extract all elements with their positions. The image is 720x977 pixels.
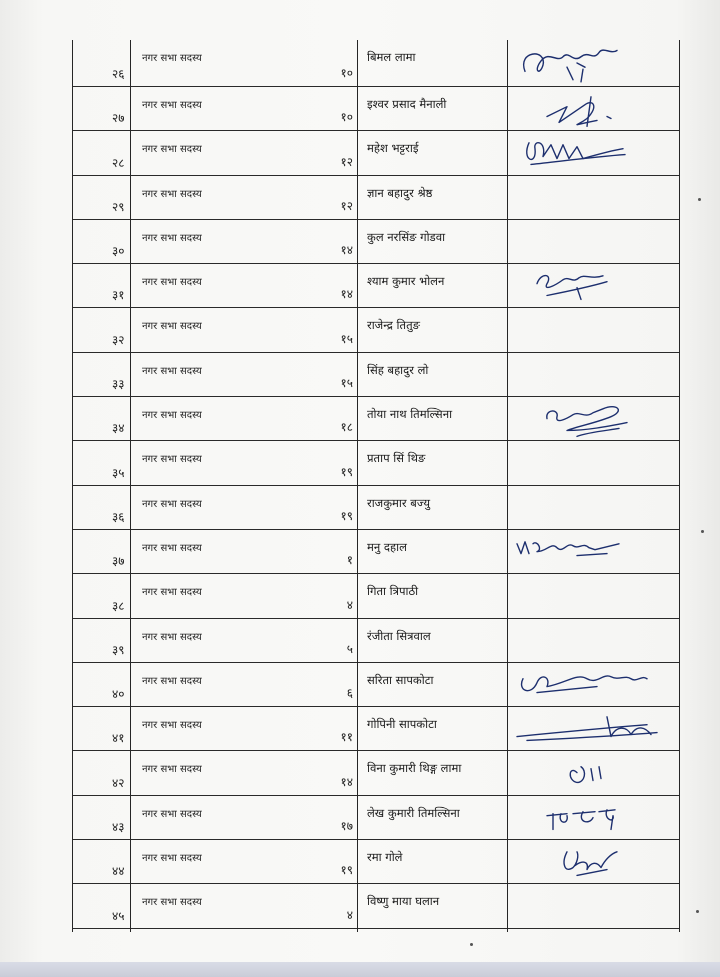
position-label: नगर सभा सदस्य bbox=[142, 53, 202, 64]
table-row bbox=[72, 40, 680, 87]
ward-cell bbox=[280, 264, 357, 308]
handwritten-signature bbox=[507, 796, 680, 839]
position-cell bbox=[130, 840, 280, 884]
member-name-cell bbox=[357, 751, 507, 795]
table-row bbox=[72, 884, 680, 928]
serial-number: ४२ bbox=[112, 775, 125, 790]
ward-number: १२ bbox=[340, 198, 353, 213]
ward-cell bbox=[280, 574, 357, 618]
ward-cell bbox=[280, 441, 357, 485]
paper-speck bbox=[470, 943, 473, 946]
ward-cell bbox=[280, 87, 357, 131]
ward-number: १७ bbox=[340, 819, 353, 834]
position-label: नगर सभा सदस्य bbox=[142, 897, 202, 909]
position-cell bbox=[130, 40, 280, 87]
member-name-cell bbox=[357, 397, 507, 441]
position-label: नगर सभा सदस्य bbox=[142, 232, 202, 244]
member-name-cell bbox=[357, 352, 507, 396]
handwritten-signature bbox=[507, 707, 680, 750]
ward-cell bbox=[280, 485, 357, 529]
ward-number: ४ bbox=[346, 907, 353, 922]
serial-number-cell bbox=[72, 529, 130, 573]
position-cell bbox=[130, 884, 280, 928]
table-row bbox=[72, 662, 680, 706]
position-cell bbox=[130, 175, 280, 219]
ward-cell bbox=[280, 40, 357, 87]
position-cell bbox=[130, 131, 280, 175]
position-label: नगर सभा सदस्य bbox=[142, 764, 202, 776]
column-rule-left bbox=[72, 40, 73, 932]
member-name: राजकुमार बज्यु bbox=[367, 495, 431, 510]
serial-number-cell bbox=[72, 795, 130, 839]
signature-cell bbox=[507, 795, 680, 839]
member-name-cell bbox=[357, 175, 507, 219]
signature-cell bbox=[507, 40, 680, 87]
position-cell bbox=[130, 441, 280, 485]
member-name: मनु दहाल bbox=[367, 539, 407, 554]
member-name: बिमल लामा bbox=[367, 50, 416, 64]
serial-number: ४० bbox=[112, 687, 125, 702]
column-rule-position bbox=[130, 40, 131, 932]
ward-cell bbox=[280, 352, 357, 396]
ward-number: ५ bbox=[346, 641, 353, 656]
table-row bbox=[72, 131, 680, 175]
member-name-cell bbox=[357, 441, 507, 485]
position-label: नगर सभा सदस्य bbox=[142, 277, 202, 289]
member-name-cell bbox=[357, 574, 507, 618]
member-name: ज्ञान बहादुर श्रेष्ठ bbox=[367, 185, 433, 200]
ward-cell bbox=[280, 618, 357, 662]
table-row bbox=[72, 529, 680, 573]
ward-number: १९ bbox=[340, 863, 353, 878]
paper-speck bbox=[701, 530, 704, 533]
member-name-cell bbox=[357, 131, 507, 175]
handwritten-signature bbox=[507, 751, 680, 794]
member-name-cell bbox=[357, 840, 507, 884]
position-cell bbox=[130, 751, 280, 795]
position-cell bbox=[130, 529, 280, 573]
position-label: नगर सभा सदस्य bbox=[142, 144, 202, 156]
serial-number: ३६ bbox=[112, 509, 125, 524]
signature-cell bbox=[507, 840, 680, 884]
serial-number: ३७ bbox=[112, 554, 125, 569]
position-label: नगर सभा सदस्य bbox=[142, 587, 202, 599]
serial-number-cell bbox=[72, 397, 130, 441]
signature-cell bbox=[507, 131, 680, 175]
serial-number-cell bbox=[72, 87, 130, 131]
position-label: नगर सभा सदस्य bbox=[142, 100, 202, 111]
serial-number-cell bbox=[72, 485, 130, 529]
ward-number: ४ bbox=[346, 597, 353, 612]
ward-number: १५ bbox=[340, 331, 353, 346]
ward-number: १९ bbox=[340, 508, 353, 523]
ward-cell bbox=[280, 175, 357, 219]
serial-number-cell bbox=[72, 662, 130, 706]
member-name: रमा गोले bbox=[367, 850, 403, 865]
ward-number: १० bbox=[340, 66, 353, 80]
serial-number: ३४ bbox=[112, 421, 125, 436]
signature-cell bbox=[507, 352, 680, 396]
table-row bbox=[72, 618, 680, 662]
serial-number: ३२ bbox=[112, 332, 125, 347]
member-name-cell bbox=[357, 264, 507, 308]
ward-cell bbox=[280, 219, 357, 263]
serial-number-cell bbox=[72, 751, 130, 795]
ward-cell bbox=[280, 308, 357, 352]
ward-number: १४ bbox=[340, 243, 353, 258]
column-rule-ward bbox=[357, 40, 358, 932]
position-label: नगर सभा सदस्य bbox=[142, 365, 202, 377]
serial-number-cell bbox=[72, 574, 130, 618]
handwritten-signature bbox=[507, 397, 680, 440]
position-cell bbox=[130, 618, 280, 662]
ward-cell bbox=[280, 795, 357, 839]
serial-number: ३३ bbox=[112, 377, 125, 392]
member-name: इश्वर प्रसाद मैनाली bbox=[367, 97, 447, 111]
member-name: रंजीता सित्रवाल bbox=[367, 628, 431, 643]
ward-cell bbox=[280, 751, 357, 795]
position-cell bbox=[130, 219, 280, 263]
member-name-cell bbox=[357, 485, 507, 529]
serial-number: २६ bbox=[112, 67, 125, 81]
position-label: नगर सभा सदस्य bbox=[142, 720, 202, 732]
member-name-cell bbox=[357, 87, 507, 131]
handwritten-signature bbox=[507, 40, 680, 86]
member-name-cell bbox=[357, 707, 507, 751]
position-cell bbox=[130, 485, 280, 529]
signature-cell bbox=[507, 219, 680, 263]
member-name-cell bbox=[357, 40, 507, 87]
member-name: श्याम कुमार भोलन bbox=[367, 274, 445, 289]
member-name: राजेन्द्र तितुङ bbox=[367, 318, 420, 333]
table-row bbox=[72, 485, 680, 529]
serial-number: ३० bbox=[112, 244, 125, 259]
serial-number: ३९ bbox=[112, 642, 125, 657]
handwritten-signature bbox=[507, 663, 680, 706]
member-name: गिता त्रिपाठी bbox=[367, 584, 419, 599]
serial-number: ३१ bbox=[112, 288, 125, 303]
table-row bbox=[72, 308, 680, 352]
serial-number: २७ bbox=[112, 111, 125, 126]
member-name: महेश भट्टराई bbox=[367, 141, 419, 156]
signature-cell bbox=[507, 264, 680, 308]
member-name-cell bbox=[357, 884, 507, 928]
table-row bbox=[72, 264, 680, 308]
serial-number-cell bbox=[72, 264, 130, 308]
signature-cell bbox=[507, 441, 680, 485]
position-cell bbox=[130, 87, 280, 131]
table-row bbox=[72, 441, 680, 485]
signature-cell bbox=[507, 397, 680, 441]
ward-number: १ bbox=[346, 553, 353, 568]
table-row bbox=[72, 87, 680, 131]
signature-cell bbox=[507, 707, 680, 751]
serial-number: २८ bbox=[112, 155, 125, 170]
position-cell bbox=[130, 707, 280, 751]
serial-number-cell bbox=[72, 40, 130, 87]
serial-number-cell bbox=[72, 441, 130, 485]
position-label: नगर सभा सदस्य bbox=[142, 410, 202, 422]
signature-cell bbox=[507, 308, 680, 352]
position-label: नगर सभा सदस्य bbox=[142, 321, 202, 333]
position-label: नगर सभा सदस्य bbox=[142, 188, 202, 200]
signature-cell bbox=[507, 574, 680, 618]
position-label: नगर सभा सदस्य bbox=[142, 853, 202, 865]
ward-number: १० bbox=[340, 110, 353, 125]
column-rule-signature bbox=[507, 40, 508, 932]
serial-number-cell bbox=[72, 840, 130, 884]
handwritten-signature bbox=[507, 530, 680, 573]
register-table bbox=[72, 40, 680, 929]
position-cell bbox=[130, 574, 280, 618]
ward-number: १९ bbox=[340, 464, 353, 479]
ward-number: १२ bbox=[340, 154, 353, 169]
serial-number-cell bbox=[72, 707, 130, 751]
ward-number: १४ bbox=[340, 774, 353, 789]
serial-number: ४१ bbox=[112, 731, 125, 746]
ward-cell bbox=[280, 131, 357, 175]
member-name: लेख कुमारी तिमल्सिना bbox=[367, 805, 460, 820]
signature-cell bbox=[507, 618, 680, 662]
serial-number-cell bbox=[72, 352, 130, 396]
member-name-cell bbox=[357, 529, 507, 573]
paper-speck bbox=[698, 198, 701, 201]
table-row bbox=[72, 574, 680, 618]
serial-number-cell bbox=[72, 131, 130, 175]
serial-number: २९ bbox=[112, 199, 125, 214]
position-cell bbox=[130, 397, 280, 441]
serial-number: ४५ bbox=[112, 908, 125, 923]
position-cell bbox=[130, 264, 280, 308]
position-label: नगर सभा सदस्य bbox=[142, 498, 202, 510]
table-row bbox=[72, 795, 680, 839]
position-label: नगर सभा सदस्य bbox=[142, 542, 202, 554]
signature-cell bbox=[507, 751, 680, 795]
table-row bbox=[72, 707, 680, 751]
table-row bbox=[72, 352, 680, 396]
position-cell bbox=[130, 795, 280, 839]
signature-cell bbox=[507, 485, 680, 529]
handwritten-signature bbox=[507, 87, 680, 130]
position-label: नगर सभा सदस्य bbox=[142, 454, 202, 466]
position-cell bbox=[130, 352, 280, 396]
position-label: नगर सभा सदस्य bbox=[142, 675, 202, 687]
serial-number: ४३ bbox=[112, 820, 125, 835]
serial-number: ३८ bbox=[112, 598, 125, 613]
member-name: विष्णु माया घलान bbox=[367, 894, 440, 909]
paper-speck bbox=[696, 910, 699, 913]
table-row bbox=[72, 397, 680, 441]
table-row bbox=[72, 219, 680, 263]
ward-cell bbox=[280, 529, 357, 573]
table-row bbox=[72, 751, 680, 795]
member-name-cell bbox=[357, 618, 507, 662]
table-row bbox=[72, 175, 680, 219]
signature-cell bbox=[507, 884, 680, 928]
position-label: नगर सभा सदस्य bbox=[142, 808, 202, 820]
member-name-cell bbox=[357, 795, 507, 839]
member-name-cell bbox=[357, 662, 507, 706]
member-name-cell bbox=[357, 219, 507, 263]
member-name: प्रताप सिं थिङ bbox=[367, 451, 426, 466]
member-name: कुल नरसिंङ गोडवा bbox=[367, 229, 446, 244]
ward-cell bbox=[280, 840, 357, 884]
ward-number: १८ bbox=[340, 420, 353, 435]
serial-number: ३५ bbox=[112, 465, 125, 480]
serial-number-cell bbox=[72, 618, 130, 662]
table-row bbox=[72, 840, 680, 884]
member-name: सिंह बहादुर लो bbox=[367, 362, 429, 377]
member-name: विना कुमारी थिङ्ग लामा bbox=[367, 761, 462, 776]
signature-cell bbox=[507, 529, 680, 573]
serial-number-cell bbox=[72, 884, 130, 928]
scan-bottom-edge bbox=[0, 962, 720, 977]
column-rule-right bbox=[679, 40, 680, 932]
serial-number-cell bbox=[72, 219, 130, 263]
signature-cell bbox=[507, 87, 680, 131]
ward-cell bbox=[280, 884, 357, 928]
signature-cell bbox=[507, 662, 680, 706]
handwritten-signature bbox=[507, 840, 680, 883]
ward-number: ११ bbox=[340, 730, 353, 745]
position-label: नगर सभा सदस्य bbox=[142, 631, 202, 643]
serial-number-cell bbox=[72, 308, 130, 352]
member-name: सरिता सापकोटा bbox=[367, 672, 434, 687]
signature-cell bbox=[507, 175, 680, 219]
serial-number-cell bbox=[72, 175, 130, 219]
member-name: तोया नाथ तिमल्सिना bbox=[367, 407, 453, 422]
ward-cell bbox=[280, 397, 357, 441]
ward-number: १५ bbox=[340, 376, 353, 391]
ward-number: ६ bbox=[346, 686, 353, 701]
member-name: गोपिनी सापकोटा bbox=[367, 717, 437, 732]
ward-number: १४ bbox=[340, 287, 353, 302]
handwritten-signature bbox=[507, 264, 680, 307]
ward-cell bbox=[280, 707, 357, 751]
position-cell bbox=[130, 662, 280, 706]
member-name-cell bbox=[357, 308, 507, 352]
position-cell bbox=[130, 308, 280, 352]
serial-number: ४४ bbox=[112, 864, 125, 879]
register-rows bbox=[72, 40, 680, 928]
handwritten-signature bbox=[507, 131, 680, 174]
ward-cell bbox=[280, 662, 357, 706]
